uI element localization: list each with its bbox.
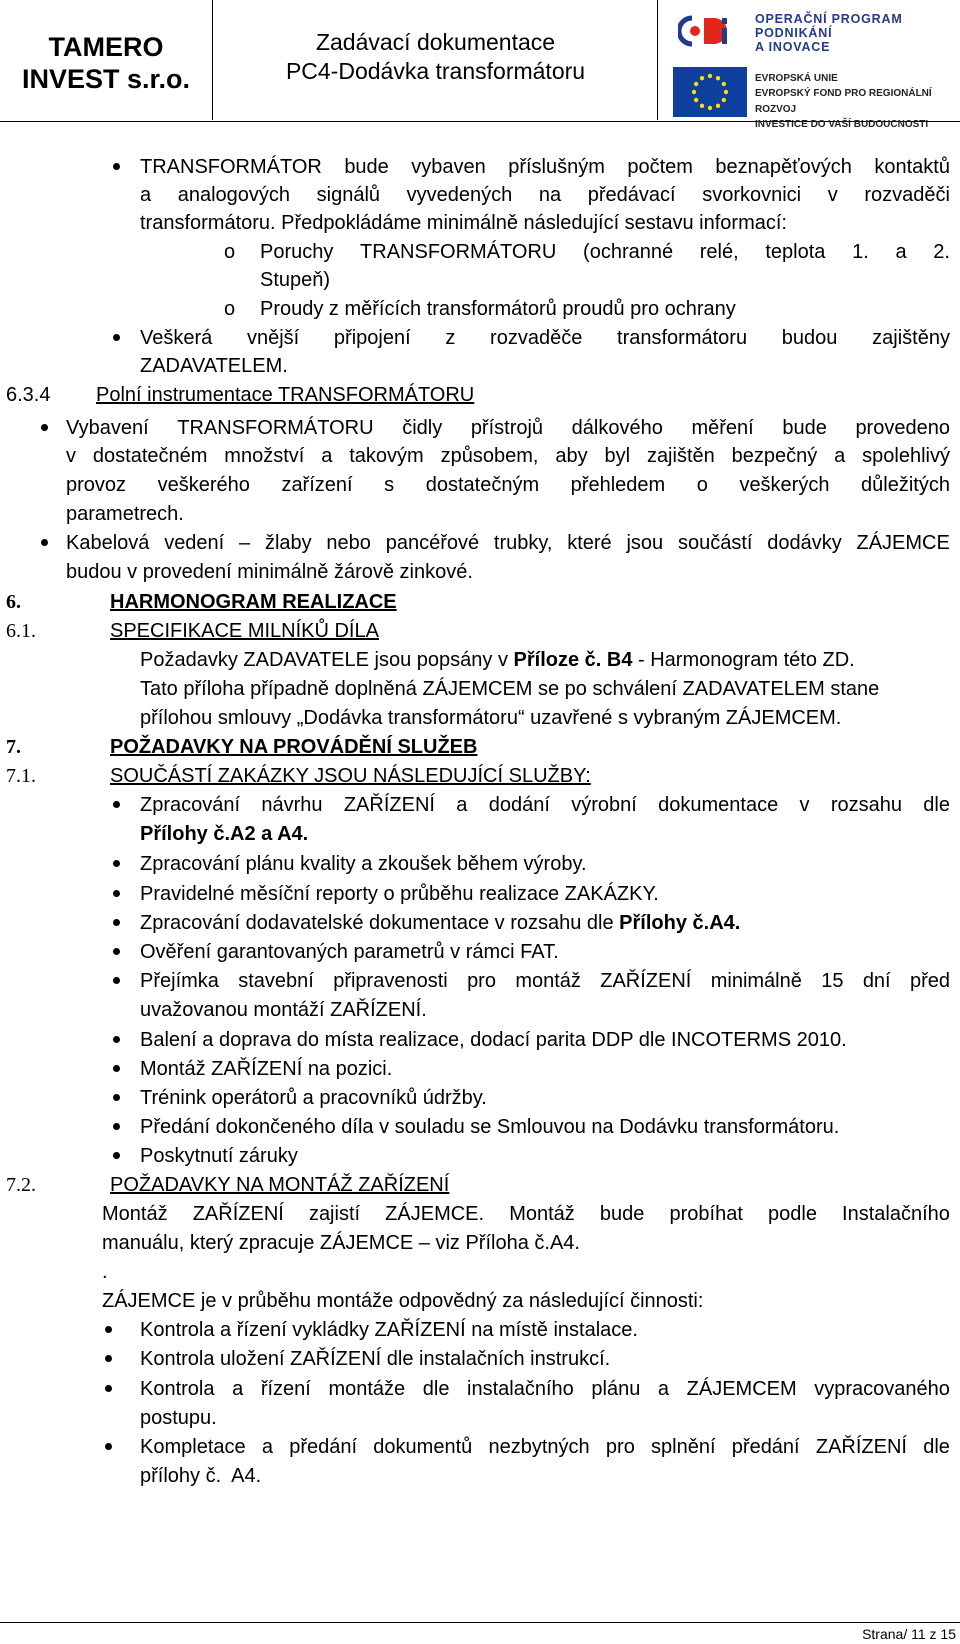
word: dodání xyxy=(488,794,550,816)
eu-text-line: INVESTICE DO VAŠÍ BUDOUCNOSTI xyxy=(755,119,929,131)
section-6-3-4-bullet-1-line-1 xyxy=(66,416,950,440)
word: instalačního xyxy=(467,1378,574,1400)
word: vypracovaného xyxy=(814,1378,950,1400)
word: a xyxy=(321,445,333,467)
word: spolehlivý xyxy=(862,445,950,467)
word: dle xyxy=(923,1436,950,1458)
word: splnění xyxy=(651,1436,716,1458)
word: předávací xyxy=(587,184,676,206)
word: Vybavení xyxy=(66,417,149,439)
word: a xyxy=(834,445,846,467)
op-pik-logo-text xyxy=(755,12,903,54)
intro-bullet-1-line-3: transformátoru. Předpokládáme minimálně následující sestavu informací: xyxy=(140,212,787,234)
company-name-line-1: TAMERO xyxy=(48,32,164,62)
word: aby xyxy=(555,445,588,467)
word: svorkovnici xyxy=(702,184,802,206)
section-7-1-number: 7.1. xyxy=(6,765,36,787)
word: dostatečným xyxy=(425,474,540,496)
section-7-title: POŽADAVKY NA PROVÁDĚNÍ SLUŽEB xyxy=(110,736,478,758)
bullet-icon xyxy=(41,424,48,431)
word: dokumentace xyxy=(658,794,779,816)
word: přístrojů xyxy=(470,417,544,439)
word: montáž xyxy=(515,970,581,992)
section-7-2-para-line-1 xyxy=(102,1202,950,1226)
word: množství xyxy=(224,445,305,467)
word: stavební xyxy=(238,970,314,992)
word: dodávky xyxy=(767,532,842,554)
word: součástí xyxy=(677,532,753,554)
service-6-line-2: uvažovanou montáží ZAŘÍZENÍ. xyxy=(140,999,427,1021)
company-name xyxy=(0,0,213,120)
service-1-line-2: Přílohy č.A2 a A4. xyxy=(140,823,309,845)
word: měření xyxy=(691,417,754,439)
installation-task-1: Kontrola a řízení vykládky ZAŘÍZENÍ na místě instalace. xyxy=(140,1319,638,1341)
word: čidly xyxy=(402,417,443,439)
eu-star-icon xyxy=(700,76,704,80)
sub-item-2-line-1: Proudy z měřících transformátorů proudů pro ochrany xyxy=(260,298,736,320)
page-number: Strana/ 11 z 15 xyxy=(862,1626,956,1642)
section-6-title: HARMONOGRAM REALIZACE xyxy=(110,591,397,613)
installation-task-3-line-1 xyxy=(140,1377,950,1401)
word: příslušným xyxy=(508,156,605,178)
eu-star-icon xyxy=(708,106,712,110)
word: dostatečném xyxy=(92,445,208,467)
text-run: Zpracování dodavatelské dokumentace v rozsahu dle xyxy=(140,912,620,934)
word: 1. xyxy=(852,241,869,263)
section-7-number: 7. xyxy=(6,736,21,758)
word: 15 xyxy=(821,970,844,992)
word: ZAŘÍZENÍ xyxy=(192,1203,284,1225)
bullet-icon xyxy=(113,948,120,955)
bullet-icon xyxy=(113,919,120,926)
document-subtitle-line: PC4-Dodávka transformátoru xyxy=(285,58,586,84)
eu-star-icon xyxy=(716,76,720,80)
word: v xyxy=(799,794,810,816)
installation-task-2: Kontrola uložení ZAŘÍZENÍ dle instalačních instrukcí. xyxy=(140,1348,611,1370)
word: předání xyxy=(289,1436,358,1458)
word: rozvaděče xyxy=(490,327,583,349)
service-5: Ověření garantovaných parametrů v rámci FAT. xyxy=(140,941,559,963)
word: transformátoru xyxy=(617,327,748,349)
word: řízení xyxy=(260,1378,311,1400)
word: dle xyxy=(923,794,950,816)
op-logo-line: A INOVACE xyxy=(755,40,831,54)
sub-item-1-line-2: Stupeň) xyxy=(260,269,331,291)
word: zajistí xyxy=(308,1203,361,1225)
word: teplota xyxy=(765,241,826,263)
word: Poruchy xyxy=(260,241,334,263)
eu-fund-text xyxy=(755,71,960,133)
word: minimálně xyxy=(710,970,802,992)
word: výrobní xyxy=(571,794,637,816)
word: připojení xyxy=(333,327,411,349)
word: bezpečný xyxy=(731,445,818,467)
bullet-icon xyxy=(105,1385,112,1392)
word: bude xyxy=(344,156,389,178)
word: ZÁJEMCEM xyxy=(686,1378,797,1400)
word: a xyxy=(140,184,152,206)
word: pro xyxy=(467,970,496,992)
word: trubky, xyxy=(493,532,553,554)
word: dálkového xyxy=(571,417,663,439)
word: byl xyxy=(604,445,631,467)
word: a xyxy=(895,241,907,263)
op-logo-line: OPERAČNÍ PROGRAM xyxy=(755,12,903,26)
section-6-3-4-bullet-1-line-2 xyxy=(66,444,950,468)
bullet-icon xyxy=(105,1326,112,1333)
section-7-2-title: POŽADAVKY NA MONTÁŽ ZAŘÍZENÍ xyxy=(110,1174,450,1196)
word: rozvaděči xyxy=(864,184,950,206)
word: a xyxy=(232,1378,244,1400)
sub-item-1-line-1 xyxy=(260,240,950,264)
section-7-2-dot: . xyxy=(102,1261,108,1283)
eu-star-icon xyxy=(716,104,720,108)
bullet-icon xyxy=(113,1094,120,1101)
intro-bullet-2-line-2: ZADAVATELEM. xyxy=(140,355,288,377)
word: připravenosti xyxy=(333,970,448,992)
word: – xyxy=(239,532,251,554)
word: důležitých xyxy=(861,474,950,496)
page-header xyxy=(0,0,960,131)
word: s xyxy=(384,474,395,496)
section-6-3-4-bullet-1-line-4: parametrech. xyxy=(66,503,184,525)
document-title-line: Zadávací dokumentace xyxy=(315,29,556,55)
word: relé, xyxy=(699,241,739,263)
eu-text-line: EVROPSKÁ UNIE xyxy=(755,73,838,84)
word: TRANSFORMÁTORU xyxy=(360,241,557,263)
eu-flag-icon xyxy=(673,67,747,117)
word: takovým xyxy=(349,445,424,467)
footer-divider xyxy=(0,1622,960,1623)
bullet-icon xyxy=(113,890,120,897)
service-6-line-1 xyxy=(140,969,950,993)
word: v xyxy=(827,184,838,206)
sub-item-marker: o xyxy=(224,298,236,320)
logos xyxy=(659,0,960,131)
word: bude xyxy=(599,1203,645,1225)
word: rozsahu xyxy=(830,794,902,816)
bullet-icon xyxy=(105,1443,112,1450)
bullet-icon xyxy=(113,977,120,984)
op-logo-line: PODNIKÁNÍ xyxy=(755,26,833,40)
bullet-icon xyxy=(41,539,48,546)
word: provedeno xyxy=(855,417,950,439)
text-run-bold: Přílohy č.A4. xyxy=(619,912,741,934)
eu-star-icon xyxy=(722,98,726,102)
word: vyvedených xyxy=(406,184,513,206)
installation-task-3-line-2: postupu. xyxy=(140,1407,217,1429)
word: zajištěny xyxy=(872,327,950,349)
bullet-icon xyxy=(113,334,120,341)
word: nezbytných xyxy=(488,1436,590,1458)
word: které xyxy=(567,532,612,554)
service-8: Montáž ZAŘÍZENÍ na pozici. xyxy=(140,1058,393,1080)
intro-bullet-1-line-1 xyxy=(140,155,950,179)
word: signálů xyxy=(316,184,381,206)
word: TRANSFORMÁTOR xyxy=(140,156,322,178)
bullet-icon xyxy=(113,1036,120,1043)
word: analogových xyxy=(177,184,291,206)
section-6-1-line-2: Tato příloha případně doplněná ZÁJEMCEM se po schválení ZADAVATELEM stane xyxy=(140,678,880,700)
section-6-number: 6. xyxy=(6,591,21,613)
section-6-1-number: 6.1. xyxy=(6,620,36,642)
bullet-icon xyxy=(113,1152,120,1159)
word: žlaby xyxy=(264,532,312,554)
service-1-line-1 xyxy=(140,793,950,817)
word: veškerých xyxy=(739,474,830,496)
word: Montáž xyxy=(102,1203,168,1225)
word: a xyxy=(657,1378,670,1400)
word: montáže xyxy=(328,1378,406,1400)
service-7: Balení a doprava do místa realizace, dodací parita DDP dle INCOTERMS 2010. xyxy=(140,1029,847,1051)
bullet-icon xyxy=(113,1123,120,1130)
word: veškerého xyxy=(157,474,250,496)
service-10: Předání dokončeného díla v souladu se Smlouvou na Dodávku transformátoru. xyxy=(140,1116,840,1138)
word: dle xyxy=(422,1378,450,1400)
section-6-1-title: SPECIFIKACE MILNÍKŮ DÍLA xyxy=(110,620,379,642)
bullet-icon xyxy=(113,1065,120,1072)
word: zajištěn xyxy=(646,445,715,467)
word: probíhat xyxy=(669,1203,743,1225)
section-7-2-intro: ZÁJEMCE je v průběhu montáže odpovědný za následující činnosti: xyxy=(102,1290,704,1312)
eu-star-icon xyxy=(692,90,696,94)
word: z xyxy=(445,327,456,349)
service-9: Trénink operátorů a pracovníků údržby. xyxy=(140,1087,487,1109)
bullet-icon xyxy=(113,860,120,867)
text-run: Požadavky ZADAVATELE jsou popsány v xyxy=(140,649,514,671)
section-7-2-number: 7.2. xyxy=(6,1174,36,1196)
eu-star-icon xyxy=(722,82,726,86)
service-4 xyxy=(140,911,740,935)
section-7-2-para-line-2: manuálu, který zpracuje ZÁJEMCE – viz Příloha č.A4. xyxy=(102,1232,580,1254)
word: na xyxy=(538,184,562,206)
word: zařízení xyxy=(281,474,353,496)
eu-star-icon xyxy=(694,98,698,102)
word: způsobem, xyxy=(440,445,539,467)
word: ZÁJEMCE xyxy=(856,532,950,554)
word: Zpracování xyxy=(140,794,241,816)
word: Instalačního xyxy=(842,1203,950,1225)
bullet-icon xyxy=(113,801,120,808)
bullet-icon xyxy=(105,1355,112,1362)
word: přehledem xyxy=(570,474,666,496)
word: a xyxy=(456,794,468,816)
installation-task-4-line-1 xyxy=(140,1435,950,1459)
word: budou xyxy=(781,327,838,349)
eu-star-icon xyxy=(708,74,712,78)
section-6-1-line-1 xyxy=(140,648,855,672)
word: vnější xyxy=(246,327,300,349)
word: beznapěťových xyxy=(715,156,852,178)
word: a xyxy=(261,1436,273,1458)
eu-star-icon xyxy=(724,90,728,94)
section-6-1-line-3: přílohou smlouvy „Dodávka transformátoru“ uzavřené s vybraným ZÁJEMCEM. xyxy=(140,707,842,729)
section-6-3-4-bullet-2-line-2: budou v provedení minimálně žárově zinkové. xyxy=(66,561,473,583)
word: nebo xyxy=(326,532,371,554)
word: Kabelová xyxy=(66,532,150,554)
section-6-3-4-bullet-1-line-3 xyxy=(66,473,950,497)
word: pancéřové xyxy=(385,532,480,554)
word: bude xyxy=(782,417,827,439)
word: Kompletace xyxy=(140,1436,246,1458)
eu-star-icon xyxy=(700,104,704,108)
word: Montáž xyxy=(509,1203,575,1225)
document-title xyxy=(214,0,658,120)
service-2: Zpracování plánu kvality a zkoušek během výroby. xyxy=(140,853,587,875)
word: (ochranné xyxy=(583,241,674,263)
word: TRANSFORMÁTORU xyxy=(177,417,374,439)
word: Kontrola xyxy=(140,1378,215,1400)
word: před xyxy=(909,970,950,992)
sub-item-marker: o xyxy=(224,241,236,263)
bullet-icon xyxy=(113,163,120,170)
word: jsou xyxy=(626,532,664,554)
word: 2. xyxy=(933,241,950,263)
word: předání xyxy=(731,1436,800,1458)
word: Přejímka xyxy=(140,970,219,992)
eu-text-line: EVROPSKÝ FOND PRO REGIONÁLNÍ ROZVOJ xyxy=(755,88,932,115)
section-6-3-4-bullet-2-line-1 xyxy=(66,531,950,555)
word: počtem xyxy=(627,156,693,178)
word: vedení xyxy=(164,532,225,554)
op-pik-logo-icon xyxy=(678,14,742,48)
intro-bullet-2-line-1 xyxy=(140,326,950,350)
installation-task-4-line-2: přílohy č. A4. xyxy=(140,1465,262,1487)
text-run-bold: Příloze č. B4 xyxy=(513,649,633,671)
word: plánu xyxy=(591,1378,641,1400)
section-6-3-4-title: Polní instrumentace TRANSFORMÁTORU xyxy=(96,384,475,406)
word: kontaktů xyxy=(874,156,950,178)
word: vybaven xyxy=(411,156,486,178)
word: provoz xyxy=(66,474,127,496)
service-3: Pravidelné měsíční reporty o průběhu realizace ZAKÁZKY. xyxy=(140,883,659,905)
section-7-1-title: SOUČÁSTÍ ZAKÁZKY JSOU NÁSLEDUJÍCÍ SLUŽBY: xyxy=(110,765,591,787)
word: dní xyxy=(862,970,891,992)
section-6-3-4-number: 6.3.4 xyxy=(6,384,51,406)
word: návrhu xyxy=(261,794,323,816)
word: dokumentů xyxy=(373,1436,473,1458)
word: ZAŘÍZENÍ xyxy=(815,1436,907,1458)
word: o xyxy=(696,474,708,496)
word: ZAŘÍZENÍ xyxy=(343,794,435,816)
word: ZÁJEMCE. xyxy=(385,1203,485,1225)
text-run: - Harmonogram této ZD. xyxy=(632,649,855,671)
word: pro xyxy=(605,1436,635,1458)
word: ZAŘÍZENÍ xyxy=(600,970,692,992)
word: Veškerá xyxy=(140,327,213,349)
service-11: Poskytnutí záruky xyxy=(140,1145,298,1167)
word: v xyxy=(66,445,76,467)
eu-star-icon xyxy=(694,82,698,86)
word: podle xyxy=(768,1203,817,1225)
intro-bullet-1-line-2 xyxy=(140,183,950,207)
company-name-line-2: INVEST s.r.o. xyxy=(21,64,191,94)
